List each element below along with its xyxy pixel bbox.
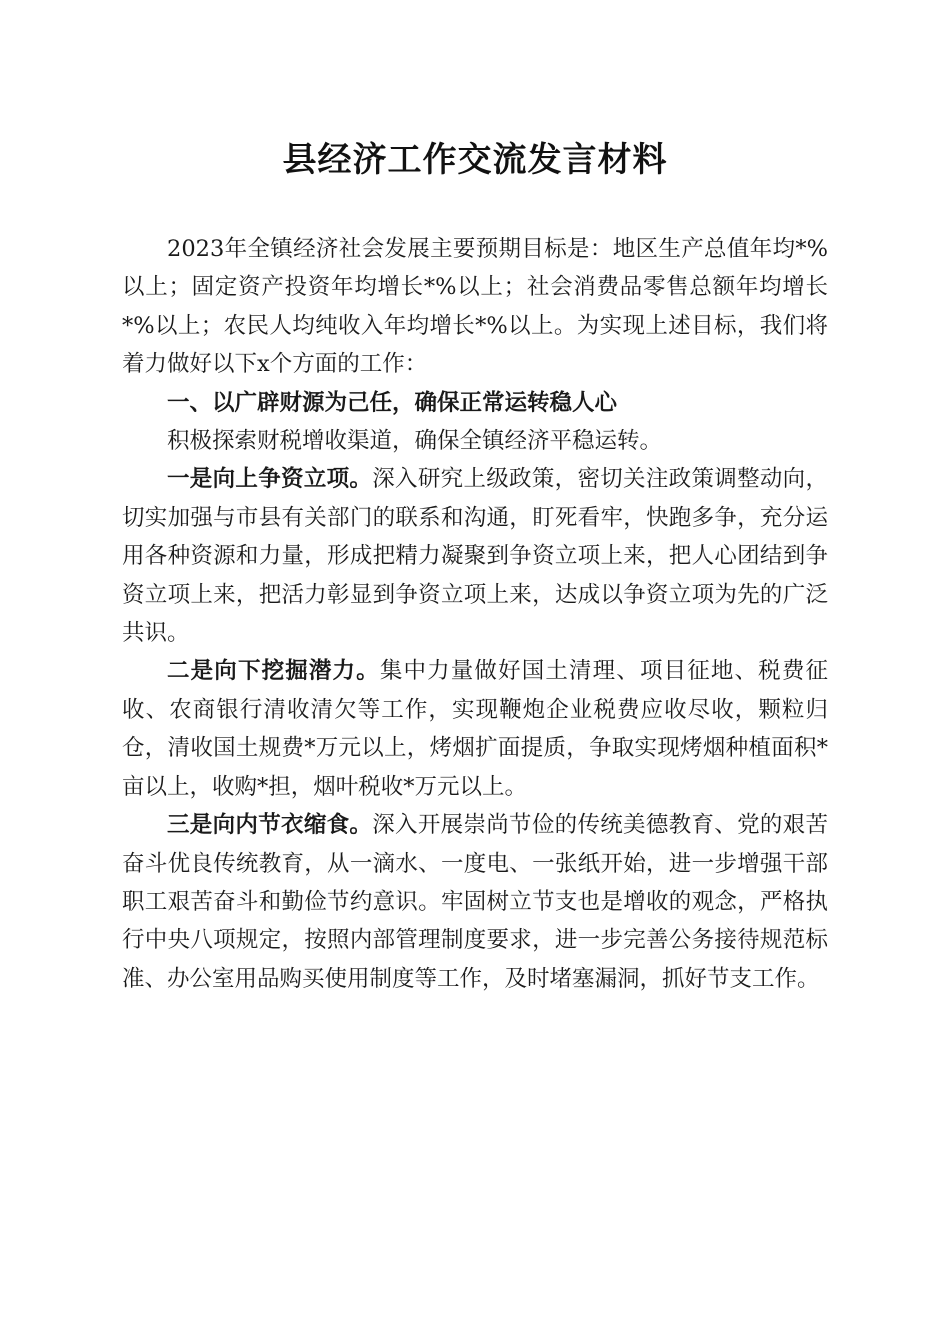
paragraph-item: [122, 806, 828, 998]
paragraph-text: 深入开展崇尚节俭的传统美德教育、党的艰苦奋斗优良传统教育，从一滴水、一度电、一张纸开始，进一步增强干部职工艰苦奋斗和勤俭节约意识。牢固树立节支也是增收的观念，严格执行中央八项规定，按照内部管理制度要求，进一步完善公务接待规范标准、办公室用品购买使用制度等工作，及时堵塞漏洞，抓好节支工作。: [122, 812, 828, 992]
section-summary: 积极探索财税增收渠道，确保全镇经济平稳运转。: [167, 428, 663, 455]
document-body: [122, 230, 828, 998]
paragraph-lead: 三是向内节衣缩食。: [167, 812, 373, 839]
intro-paragraph: 2023年全镇经济社会发展主要预期目标是：地区生产总值年均*%以上；固定资产投资年均增长*%以上；社会消费品零售总额年均增长*%以上；农民人均纯收入年均增长*%以上。为实现上述目标，我们将着力做好以下x个方面的工作：: [122, 236, 828, 378]
paragraph-lead: 一是向上争资立项。: [167, 466, 373, 493]
section-heading: 一、以广辟财源为己任，确保正常运转稳人心: [167, 389, 618, 416]
paragraph-lead: 二是向下挖掘潜力。: [167, 658, 380, 685]
paragraph-text: 深入研究上级政策，密切关注政策调整动向，切实加强与市县有关部门的联系和沟通，盯死看牢，快跑多争，充分运用各种资源和力量，形成把精力凝聚到争资立项上来，把人心团结到争资立项上来，把活力彰显到争资立项上来，达成以争资立项为先的广泛共识。: [122, 466, 828, 647]
document-title: 县经济工作交流发言材料: [282, 140, 668, 180]
paragraph-text: 集中力量做好国土清理、项目征地、税费征收、农商银行清收清欠等工作，实现鞭炮企业税费应收尽收，颗粒归仓，清收国土规费*万元以上，烤烟扩面提质，争取实现烤烟种植面积*亩以上，收购*担，烟叶税收*万元以上。: [122, 658, 828, 800]
paragraph-item: [122, 460, 828, 652]
paragraph-item: [122, 652, 828, 806]
